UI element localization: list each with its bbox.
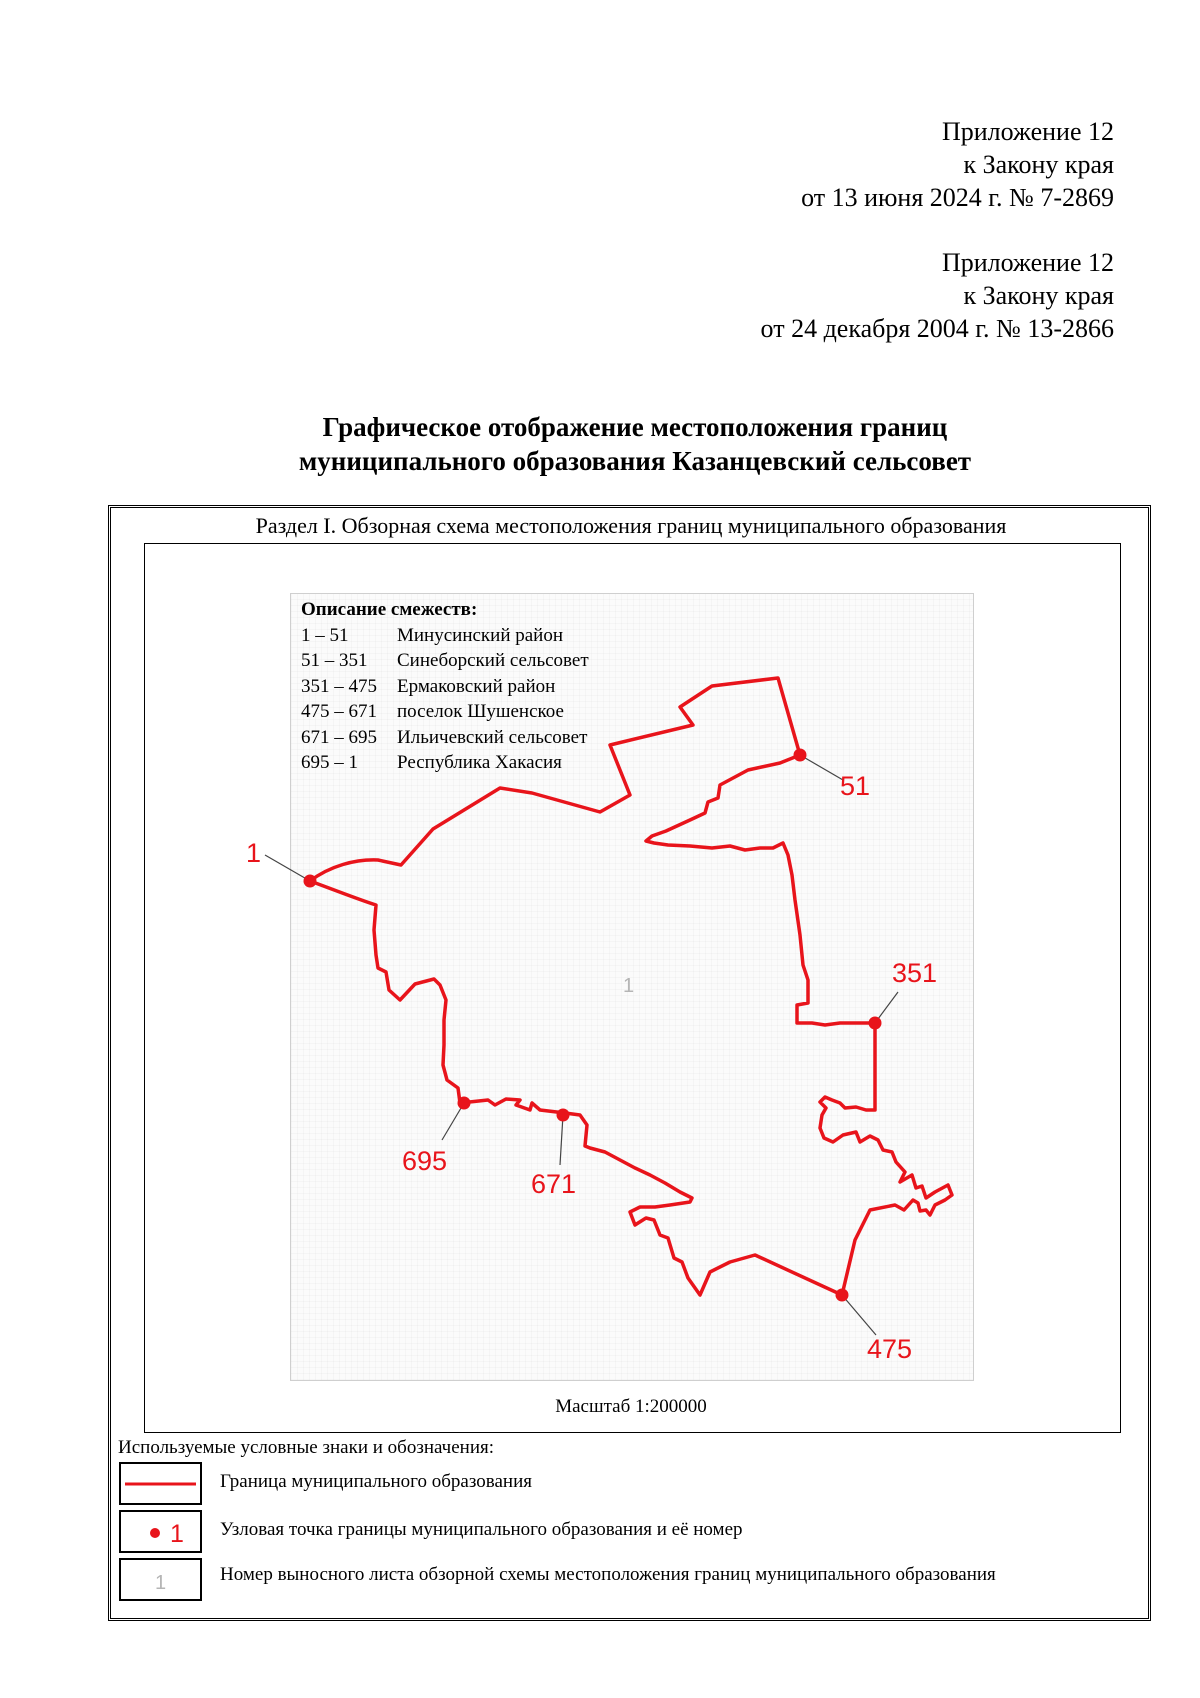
node-label-695: 695 — [402, 1146, 448, 1176]
node-point-1 — [304, 875, 317, 888]
node-point-51 — [794, 749, 807, 762]
legend-symbol-boundary — [119, 1462, 202, 1505]
appendix-law-ref: к Закону края — [963, 281, 1114, 310]
adjacency-neighbor: Ильичевский сельсовет — [397, 726, 588, 748]
node-point-351 — [869, 1017, 882, 1030]
adjacency-title: Описание смежеств: — [301, 599, 478, 620]
legend-symbol-node-point — [119, 1510, 202, 1553]
adjacency-range: 671 – 695 — [301, 726, 377, 748]
leader-line-475 — [842, 1295, 876, 1335]
title-line-1: Графическое отображение местоположения границ — [322, 412, 948, 442]
adjacency-neighbor: поселок Шушенское — [397, 701, 564, 722]
node-label-1: 1 — [246, 838, 262, 868]
adjacency-row — [301, 750, 589, 776]
node-point-475 — [836, 1289, 849, 1302]
node-points — [304, 749, 882, 1302]
map-scale: Масштаб 1:200000 — [555, 1396, 707, 1417]
legend-title: Используемые условные знаки и обозначения: — [118, 1437, 495, 1458]
node-point-695 — [458, 1097, 471, 1110]
legend-text-boundary: Граница муниципального образования — [220, 1471, 532, 1492]
node-point-icon — [121, 1512, 200, 1551]
svg-text:1: 1 — [170, 1520, 184, 1548]
title-line-2: муниципального образования Казанцевский сельсовет — [298, 446, 972, 476]
adjacency-row — [301, 725, 589, 751]
node-point-671 — [557, 1109, 570, 1122]
adjacency-row — [301, 699, 589, 725]
node-label-475: 475 — [867, 1334, 913, 1364]
node-label-351: 351 — [892, 958, 938, 988]
section-title: Раздел I. Обзорная схема местоположения границ муниципального образования — [255, 513, 1007, 538]
adjacency-neighbor: Ермаковский район — [397, 675, 556, 697]
legend-symbol-sheet-number — [119, 1558, 202, 1601]
adjacency-neighbor: Республика Хакасия — [397, 752, 562, 773]
legend-text-node-point: Узловая точка границы муниципального образования и её номер — [220, 1519, 743, 1540]
appendix-number: Приложение 12 — [941, 248, 1114, 277]
adjacency-row — [301, 648, 589, 674]
appendix-law-ref: к Закону края — [963, 150, 1114, 179]
adjacency-row — [301, 623, 589, 649]
node-label-51: 51 — [840, 771, 871, 801]
adjacency-description — [301, 597, 589, 776]
adjacency-range: 475 – 671 — [301, 701, 377, 722]
leader-line-51 — [800, 755, 843, 780]
svg-text:1: 1 — [155, 1572, 167, 1594]
sheet-number-label: 1 — [623, 975, 635, 997]
adjacency-range: 351 – 475 — [301, 675, 377, 697]
adjacency-range: 695 – 1 — [301, 752, 358, 773]
adjacency-range: 1 – 51 — [301, 624, 349, 646]
node-label-671: 671 — [531, 1169, 577, 1199]
adjacency-range: 51 – 351 — [301, 650, 368, 671]
appendix-law-date: от 13 июня 2024 г. № 7-2869 — [801, 183, 1114, 212]
sheet-number-icon — [121, 1560, 200, 1599]
leader-lines — [265, 755, 898, 1335]
boundary-line-icon — [121, 1464, 200, 1503]
leader-line-1 — [265, 855, 310, 881]
adjacency-neighbor: Синеборский сельсовет — [397, 650, 589, 671]
appendix-law-date: от 24 декабря 2004 г. № 13-2866 — [760, 314, 1114, 343]
appendix-number: Приложение 12 — [941, 117, 1114, 146]
adjacency-neighbor: Минусинский район — [397, 624, 564, 646]
adjacency-row — [301, 674, 589, 700]
legend-text-sheet-number: Номер выносного листа обзорной схемы местоположения границ муниципального образования — [220, 1564, 996, 1585]
leader-line-671 — [560, 1115, 563, 1165]
